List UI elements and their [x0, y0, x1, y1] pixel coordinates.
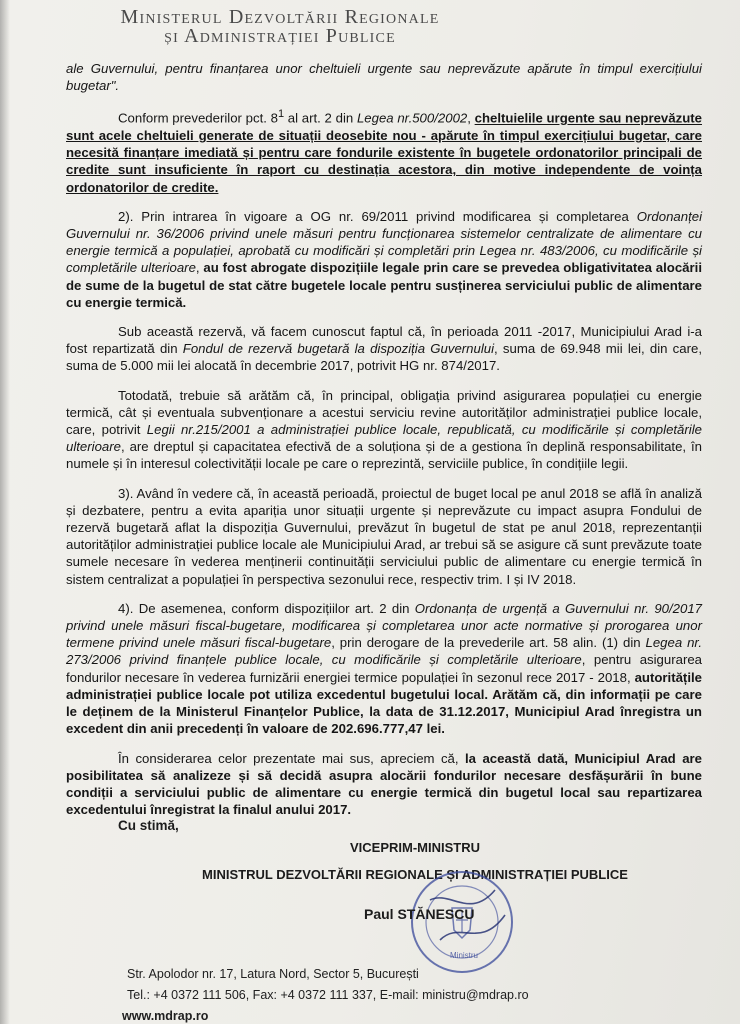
- paragraph-6-italic-2: Legea nr. 273/2006 privind finanțele publice locale, cu modificările și completările ulterioare: [66, 635, 702, 668]
- paragraph-6-text-c: , pentru asigurarea fondurilor necesare în vederea furnizării energiei termice populației în sezonul rece 2017 - 2018,: [66, 652, 703, 685]
- paragraph-6-italic-1: Ordonanța de urgență a Guvernului nr. 90/2017 privind unele măsuri fiscal-bugetare, modificarea și completarea unor acte normative și prorogarea unor termene privind unele măsuri fiscal-bugetare: [66, 600, 702, 651]
- signatory-name: Paul STĂNESCU: [364, 906, 475, 922]
- letterhead: [0, 8, 560, 46]
- paragraph-2-text-a: 2). Prin intrarea în vigoare a OG nr. 69/2011 privind modificarea și completarea: [118, 208, 637, 224]
- paragraph-2-bold: au fost abrogate dispozițiile legale prin care se prevedea obligativitatea alocării de sume de la bugetul de stat către bugetele locale pentru susținerea serviciului public de alimentare cu energie termică.: [66, 260, 702, 310]
- paragraph-2-italic: Ordonanței Guvernului nr. 36/2006 privind unele măsuri pentru funcționarea sistemelor centralizate de alimentare cu energie termică a populației, aprobată cu modificări și completări prin Legea nr. 483/2006, cu modificările și completările ulterioare: [66, 208, 702, 276]
- page-shadow: [0, 0, 10, 1024]
- paragraph-2: [66, 208, 702, 311]
- paragraph-6-text-a: 4). De asemenea, conform dispozițiilor art. 2 din: [118, 600, 415, 616]
- paragraph-3-text-b: , suma de 69.948 mii lei, din care, suma de 5.000 mii lei alocată în decembrie 2017, potrivit HG nr. 874/2017.: [66, 341, 703, 374]
- paragraph-1-underlined: cheltuielile urgente sau neprevăzute sunt acele cheltuieli generate de situații deosebite nou - apărute în timpul exercițiului bugetar, care necesită finanțare imediată și pentru care fondurile existente în bugetele ordonatorilor principali de credite sunt insuficiente în raport cu destinația acestora, din motive independente de voința ordonatorilor de credite.: [66, 110, 702, 195]
- footer-contact: Tel.: +4 0372 111 506, Fax: +4 0372 111 337, E-mail: ministru@mdrap.ro: [127, 988, 529, 1002]
- paragraph-4-text-a: Totodată, trebuie să arătăm că, în principal, obligația privind asigurarea populației cu energie termică, cât și eventuala subvenționare a acestui serviciu revine autorităților administrației publice locale, care, potrivit: [66, 387, 702, 438]
- paragraph-continuation: ale Guvernului, pentru finanțarea unor cheltuieli urgente sau neprevăzute apărute în timpul exercițiului bugetar".: [66, 61, 702, 94]
- footer-address: Str. Apolodor nr. 17, Latura Nord, Sector 5, București: [127, 967, 419, 981]
- paragraph-7-text-a: În considerarea celor prezentate mai sus, apreciem că,: [118, 750, 466, 766]
- letterhead-line-1: Ministerul Dezvoltării Regionale: [120, 6, 440, 28]
- paragraph-1-superscript: 1: [277, 108, 285, 121]
- signatory-ministry: MINISTRUL DEZVOLTĂRII REGIONALE ȘI ADMINISTRAȚIEI PUBLICE: [202, 867, 628, 882]
- paragraph-4-text-b: , are dreptul și capacitatea efectivă de a soluționa și de a gestiona în deplină responsabilitate, în numele și în interesul colectivității locale pe care o reprezintă, serviciile publice, în condițiile legii.: [66, 439, 702, 472]
- paragraph-4-italic: Legii nr.215/2001 a administrației publice locale, republicată, cu modificările și completările ulterioare: [66, 422, 702, 455]
- paragraph-6-bold: autoritățile administrației publice locale pot utiliza excedentul bugetului local. Arătăm că, din informații pe care le deținem de la Ministerul Finanțelor Publice, la data de 31.12.2017, Municipiul Arad înregistra un excedent din anii precedenți în valoare de 202.696.777,47 lei.: [66, 669, 702, 737]
- paragraph-3: [66, 323, 702, 375]
- closing-salutation: Cu stimă,: [118, 818, 179, 833]
- paragraph-1-text-b: al art. 2 din: [284, 110, 357, 126]
- letterhead-line-2: și Administrației Publice: [164, 25, 396, 47]
- footer-website: www.mdrap.ro: [122, 1009, 209, 1023]
- paragraph-5: 3). Având în vedere că, în această perioadă, proiectul de buget local pe anul 2018 se află în analiză și dezbatere, pentru a evita apariția unor situații urgente și neprevăzute cu impact asupra Fondului de rezervă bugetară aflat la dispoziția Guvernului, prevăzut în bugetul de stat pe anul 2018, reprezentanții autorităților administrației publice locale ale Municipiului Arad, ar trebui să se asigure că sunt prevăzute toate sumele necesare în vederea menținerii continuității serviciului public de alimentare cu energie termică în sistem centralizat a populației în perspectiva sezonului rece, respectiv trim. I și IV 2018.: [66, 485, 702, 587]
- paragraph-7: [66, 750, 702, 819]
- signatory-role: VICEPRIM-MINISTRU: [350, 840, 480, 855]
- paragraph-3-italic: Fondul de rezervă bugetară la dispoziția Guvernului: [182, 341, 495, 357]
- paragraph-1: [66, 106, 702, 195]
- footer: [122, 964, 687, 1023]
- paragraph-2-text-b: ,: [195, 260, 204, 276]
- paragraph-4: [66, 387, 702, 473]
- paragraph-7-bold: la această dată, Municipiul Arad are posibilitatea să analizeze și să decidă asupra alocării fondurilor necesare desfășurării în bune condiții a serviciului public de alimentare cu energie termică din bugetul local sau repartizarea excedentului înregistrat la finalul anului 2017.: [66, 750, 702, 818]
- letter-body: [66, 60, 702, 830]
- paragraph-6-text-b: , prin derogare de la prevederile art. 58 alin. (1) din: [331, 635, 646, 651]
- paragraph-1-text-a: Conform prevederilor pct. 8: [118, 110, 278, 126]
- paragraph-6: [66, 600, 702, 738]
- paragraph-1-law: Legea nr.500/2002: [356, 110, 468, 126]
- paragraph-3-text-a: Sub această rezervă, vă facem cunoscut faptul că, în perioada 2011 -2017, Municipiului Arad i-a fost repartizată din: [66, 324, 702, 357]
- stamp-text: Ministru: [450, 951, 479, 960]
- paragraph-1-text-c: ,: [467, 110, 475, 126]
